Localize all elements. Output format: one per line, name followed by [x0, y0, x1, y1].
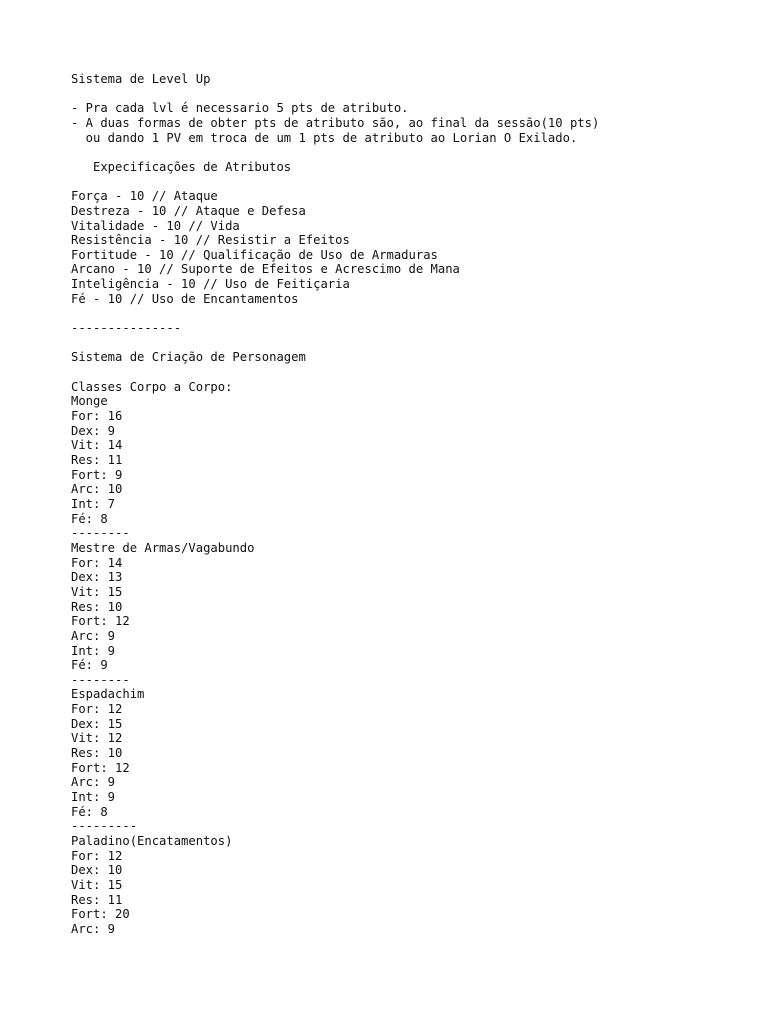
class-stat: Res: 10: [71, 599, 123, 614]
attribute-line: Fortitude - 10 // Qualificação de Uso de Armaduras: [71, 247, 438, 262]
class-stat: Arc: 9: [71, 775, 116, 790]
class-stat: Vit: 15: [71, 584, 123, 599]
attribute-line: Resistência - 10 // Resistir a Efeitos: [71, 233, 350, 248]
class-stat: Arc: 9: [71, 628, 116, 643]
class-stat: For: 12: [71, 702, 123, 717]
level-up-rule: - Pra cada lvl é necessario 5 pts de atributo.: [71, 101, 409, 116]
attribute-line: Fé - 10 // Uso de Encantamentos: [71, 291, 299, 306]
class-name: Espadachim: [71, 687, 145, 702]
class-stat: Fort: 12: [71, 760, 130, 775]
attribute-line: Destreza - 10 // Ataque e Defesa: [71, 203, 306, 218]
attribute-line: Vitalidade - 10 // Vida: [71, 218, 240, 233]
class-stat: Vit: 15: [71, 878, 123, 892]
class-name: Monge: [71, 394, 108, 409]
class-stat: For: 16: [71, 409, 123, 423]
attribute-line: Força - 10 // Ataque: [71, 189, 218, 204]
class-stat: For: 12: [71, 848, 123, 863]
class-stat: Fort: 20: [71, 907, 130, 922]
class-stat: Fé: 8: [71, 511, 108, 526]
level-up-rule: - A duas formas de obter pts de atributo são, ao final da sessão(10 pts): [71, 115, 600, 130]
creation-title: Sistema de Criação de Personagem: [71, 350, 306, 365]
class-stat: Dex: 9: [71, 423, 116, 438]
class-divider: --------: [71, 672, 130, 687]
class-stat: Int: 7: [71, 496, 116, 511]
level-up-rule: ou dando 1 PV em troca de um 1 pts de atributo ao Lorian O Exilado.: [71, 130, 578, 145]
attributes-heading: Expecificações de Atributos: [71, 159, 292, 174]
section-divider: ---------------: [71, 321, 182, 336]
class-stat: Res: 10: [71, 746, 123, 761]
class-stat: Arc: 9: [71, 921, 116, 936]
class-stat: Fort: 9: [71, 467, 123, 482]
class-stat: Res: 11: [71, 452, 123, 467]
class-stat: Dex: 15: [71, 716, 123, 731]
melee-classes-heading: Classes Corpo a Corpo:: [71, 379, 233, 394]
class-stat: Dex: 13: [71, 570, 123, 585]
class-divider: ---------: [71, 819, 138, 834]
class-stat: Res: 11: [71, 892, 123, 907]
class-stat: Vit: 12: [71, 731, 123, 746]
class-stat: Dex: 10: [71, 863, 123, 878]
class-stat: For: 14: [71, 555, 123, 570]
spacer: [71, 175, 751, 190]
class-stat: Int: 9: [71, 643, 116, 658]
attribute-line: Inteligência - 10 // Uso de Feitiçaria: [71, 277, 350, 292]
class-name: Paladino(Encatamentos): [71, 834, 233, 849]
spacer: [71, 365, 751, 380]
spacer: [71, 306, 751, 321]
class-stat: Fort: 12: [71, 614, 130, 629]
spacer: [71, 145, 751, 160]
class-divider: --------: [71, 526, 130, 541]
level-up-title: Sistema de Level Up: [71, 72, 211, 86]
spacer: [71, 336, 751, 351]
class-stat: Fé: 9: [71, 658, 108, 673]
class-stat: Vit: 14: [71, 438, 123, 453]
class-stat: Int: 9: [71, 790, 116, 805]
class-stat: Fé: 8: [71, 804, 108, 819]
class-stat: Arc: 10: [71, 482, 123, 497]
document-page: [71, 72, 751, 937]
class-name: Mestre de Armas/Vagabundo: [71, 540, 255, 555]
attribute-line: Arcano - 10 // Suporte de Efeitos e Acrescimo de Mana: [71, 262, 460, 277]
spacer: [71, 87, 751, 102]
